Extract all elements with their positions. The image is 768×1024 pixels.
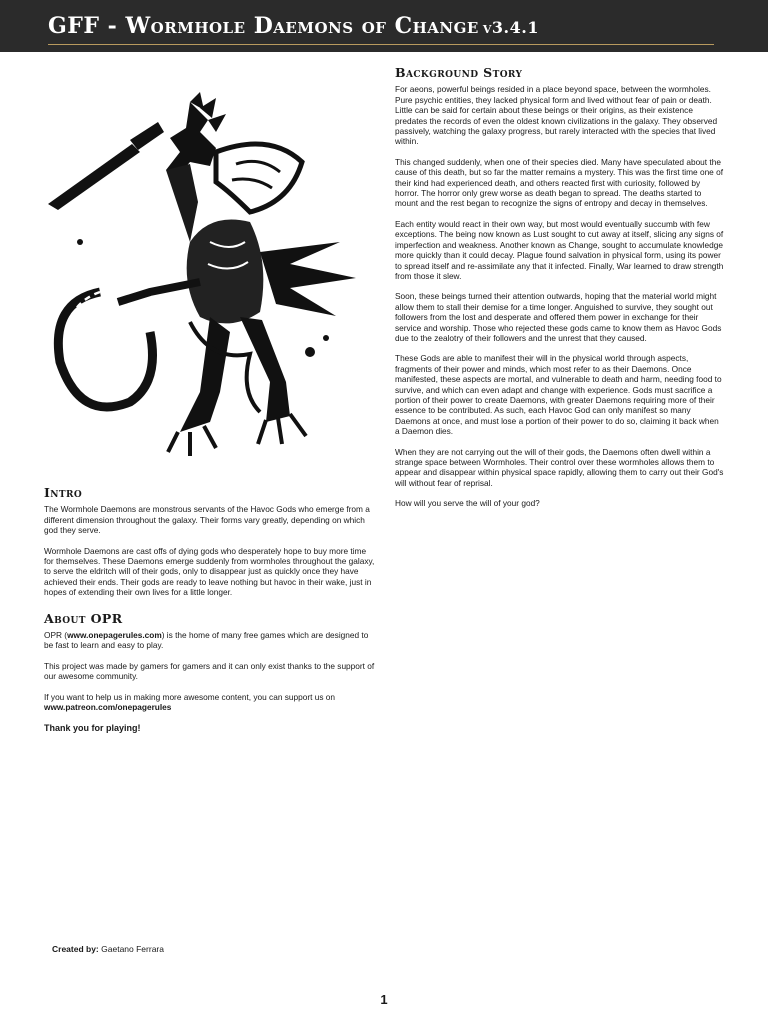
page-header: [0, 0, 768, 52]
onepagerules-link[interactable]: www.onepagerules.com: [67, 630, 162, 641]
background-paragraph: These Gods are able to manifest their will in the physical world through aspects, fragments of their power and minds, which most refer to as their Daemons. Once manifested, these aspects are mortal, and vulnerable to death and harm, needing food to survive, and which can even adapt and change with experience. Gods must sacrifice a portion of their power to create Daemons, with greater Daemons requiring more of their essence to be contributed. As such, each Havoc God can only manifest so many Daemons at once, and must lose a portion of their power to do so, claiming it back when a Daemon dies.: [395, 353, 722, 437]
left-column: [44, 485, 378, 743]
header-rule: [48, 44, 714, 45]
background-paragraph: For aeons, powerful beings resided in a place beyond space, between the wormholes. Pure psychic entities, they lacked physical form and lived without fear of pain or death. Little can be said for certain about these beings or their origins, as their existence predates the records of even the oldest known civilizations in the galaxy. They observed passively, watching the galaxy progress, but rarely interacted with the species that lived within.: [395, 84, 718, 147]
page-number: 1: [380, 992, 388, 1007]
about-paragraph-1: [44, 630, 378, 651]
credit-name: Gaetano Ferrara: [101, 944, 164, 954]
about-text: ) is the home of many free games which are designed to be fast to learn and easy to play.: [44, 630, 369, 651]
background-paragraph: Each entity would react in their own way, but most would eventually succumb with few exceptions. The being now known as Lust sought to cut away at itself, slicing any signs of imperfection and weakness. Another known as Change, sought to accumulate knowledge more quickly than it could decay. Plague found salvation in physical form, using its power to spread itself and re-assimilate any that it infected. Finally, War learned to draw strength from those it slew.: [395, 218, 724, 281]
credit-label: Created by:: [52, 944, 99, 954]
right-column: [395, 65, 725, 519]
patreon-link[interactable]: www.patreon.com/onepagerules: [44, 702, 172, 713]
background-paragraph: When they are not carrying out the will of their gods, the Daemons often dwell within a strange space between Wormholes. Their control over these wormholes allows them to appear and disappear within physical space rapidly, allowing them to carry out their God's will without fear of reprisal.: [395, 446, 724, 488]
credit-line: [52, 944, 164, 954]
background-paragraph: Soon, these beings turned their attention outwards, hoping that the material world might allow them to stall their demise for a time longer. Anguished to survive, they sought out followers from the lost and desperate and offered them power in exchange for their service and worship. Those who rejected these gods came to know them as Havoc Gods due to the zealotry of their followers and the unrest that they caused.: [395, 291, 722, 343]
document-title: [48, 13, 539, 39]
document-title-text: GFF - Wormhole Daemons of Change: [48, 13, 479, 39]
background-paragraph: How will you serve the will of your god?: [395, 498, 540, 509]
about-text: If you want to help us in making more awesome content, you can support us on: [44, 691, 336, 702]
intro-paragraph: The Wormhole Daemons are monstrous servants of the Havoc Gods who emerge from a different dimension throughout the galaxy. Their forms vary greatly, depending on which god they serve.: [44, 504, 370, 536]
beaked-daemon-illustration-icon: [40, 92, 370, 464]
thanks-text: Thank you for playing!: [44, 722, 141, 733]
about-paragraph-2: This project was made by gamers for gamers and it can only exist thanks to the support of our awesome community.: [44, 660, 375, 682]
background-paragraph: This changed suddenly, when one of their species died. Many have speculated about the cause of this death, but so far the matter remains a mystery. This was the first time one of their kind had experienced death, and others reacted first with curiosity, followed by horror. The horror only grew worse as death began to spread. The deaths started to mount and the rest began to recognize the signs of entropy and decay in themselves.: [395, 156, 724, 209]
intro-heading: Intro: [44, 485, 83, 500]
background-heading: Background Story: [395, 65, 523, 80]
about-heading: About OPR: [44, 610, 123, 626]
about-paragraph-3: [44, 692, 378, 713]
version-label: v3.4.1: [482, 18, 539, 37]
intro-paragraph: Wormhole Daemons are cast offs of dying gods who desperately hope to buy more time for themselves. These Daemons emerge suddenly from wormholes throughout the galaxy, to serve the eldritch will of their gods, only to disappear just as quickly once they have achieved their ends. Their gods are ready to leave nothing but havoc in their wake, just in hopes of extending their own lives for a little longer.: [44, 545, 375, 598]
about-text: OPR (: [44, 630, 68, 641]
